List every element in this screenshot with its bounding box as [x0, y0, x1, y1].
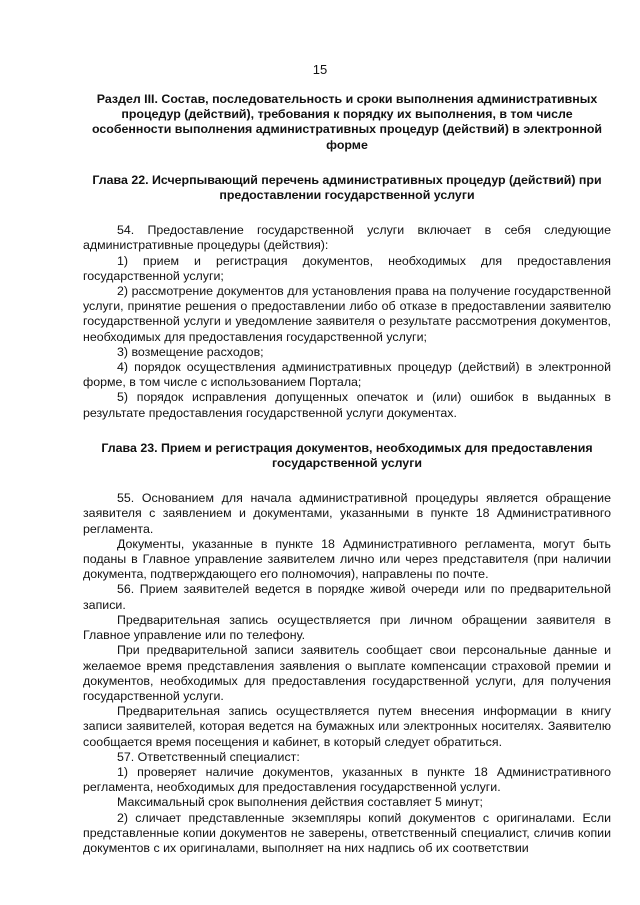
paragraph: 54. Предоставление государственной услуги включает в себя следующие административные процедуры (действия): [83, 223, 611, 253]
section-heading: Раздел III. Состав, последовательность и сроки выполнения административных процедур (действий), требования к порядку их выполнения, в том числе особенности выполнения административных процедур (действий) в электронной форме [91, 92, 603, 152]
paragraph: 4) порядок осуществления административных процедур (действий) в электронной форме, в том числе с использованием Портала; [83, 360, 611, 390]
paragraph: 2) сличает представленные экземпляры копий документов с оригиналами. Если представленные копии документов не заверены, ответственный специалист, сличив копии документов с их оригиналами, выполняет на них надпись об их соответствии [83, 810, 611, 855]
paragraph: 56. Прием заявителей ведется в порядке живой очереди или по предварительной записи. [83, 582, 611, 612]
paragraph: Максимальный срок выполнения действия составляет 5 минут; [117, 795, 483, 810]
paragraph: 3) возмещение расходов; [117, 344, 264, 359]
chapter-23-heading: Глава 23. Прием и регистрация документов, необходимых для предоставления государственной услуги [101, 440, 593, 471]
paragraph: 57. Ответственный специалист: [117, 749, 300, 764]
paragraph: 2) рассмотрение документов для установления права на получение государственной услуги, принятие решения о предоставлении либо об отказе в предоставлении заявителю государственной услуги и уведомление заявителя о результате рассмотрения документов, необходимых для предоставления государственной услуги; [83, 284, 611, 344]
chapter-22-heading: Глава 22. Исчерпывающий перечень административных процедур (действий) при предоставлении государственной услуги [92, 172, 602, 203]
paragraph: 1) прием и регистрация документов, необходимых для предоставления государственной услуги; [83, 253, 611, 283]
paragraph: При предварительной записи заявитель сообщает свои персональные данные и желаемое время представления заявления о выплате компенсации страховой премии и документов, необходимых для предоставления государственной услуги, для получения государственной услуги. [83, 643, 611, 703]
paragraph: Документы, указанные в пункте 18 Административного регламента, могут быть поданы в Главное управление заявителем лично или через представителя (при наличии документа, подтверждающего его полномочия), направлены по почте. [83, 536, 611, 582]
paragraph: Предварительная запись осуществляется при личном обращении заявителя в Главное управление или по телефону. [83, 612, 611, 643]
page-number: 15 [312, 62, 328, 77]
document-body [83, 92, 611, 856]
paragraph: 1) проверяет наличие документов, указанных в пункте 18 Административного регламента, необходимых для предоставления государственной услуги. [83, 764, 611, 795]
paragraph: Предварительная запись осуществляется путем внесения информации в книгу записи заявителей, которая ведется на бумажных или электронных носителях. Заявителю сообщается время посещения и кабинет, в который следует обратиться. [83, 704, 611, 749]
paragraph: 55. Основанием для начала административной процедуры является обращение заявителя с заявлением и документами, указанными в пункте 18 Административного регламента. [83, 491, 611, 536]
paragraph: 5) порядок исправления допущенных опечаток и (или) ошибок в выданных в результате предоставления государственной услуги документах. [83, 390, 611, 420]
